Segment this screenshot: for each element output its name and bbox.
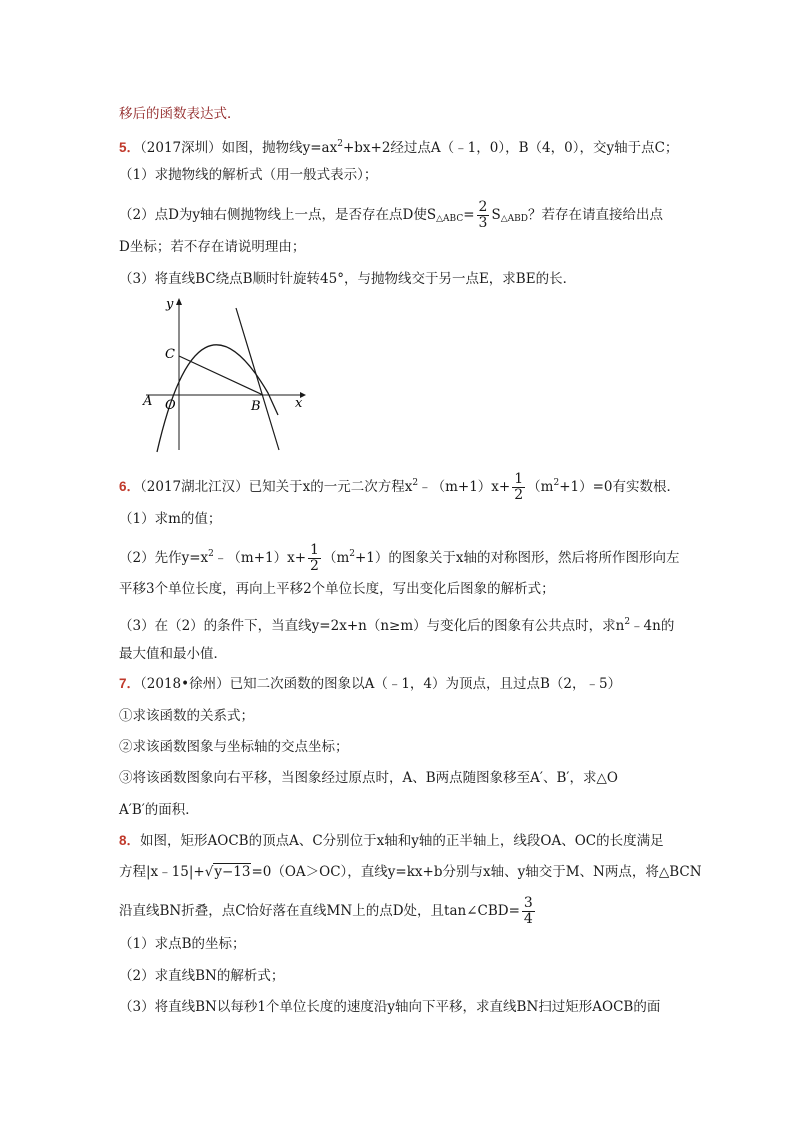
q5-number: 5． <box>119 140 141 155</box>
q5-stem-sup: 2 <box>337 139 343 149</box>
q5-p2-eq: = <box>463 207 475 223</box>
q6-stem-c: （m <box>527 479 554 495</box>
q5-stem-text-b: +bx+2经过点A（﹣1，0），B（4，0），交y轴于点C； <box>342 140 679 156</box>
q8-part3: （3）将直线BN以每秒1个单位长度的速度沿y轴向下平移，求直线BN扫过矩形AOCB的面 <box>119 999 661 1015</box>
q6-part2-line1 <box>119 543 680 574</box>
q8-frac-den: 4 <box>523 911 533 927</box>
q5-stem <box>119 134 678 158</box>
q6-p2-fraction <box>308 543 321 574</box>
rotated-line-be <box>236 308 279 450</box>
q6-frac-num: 1 <box>514 471 524 487</box>
q5-p2-text-a: （2）点D为y轴右侧抛物线上一点，是否存在点D使S <box>119 207 437 223</box>
q5-p2-sub2: △ABD <box>500 214 528 224</box>
q7-stem-text: （2018•徐州）已知二次函数的图象以A（﹣1，4）为顶点，且过点B（2，﹣5） <box>140 676 622 692</box>
q6-part3-line1 <box>119 612 674 636</box>
q6-p2-b: ﹣（m+1）x+ <box>213 550 307 566</box>
q8-stem-a: 如图，矩形AOCB的顶点A、C分别位于x轴和y轴的正半轴上，线段OA、OC的长度满足 <box>140 833 664 849</box>
label-o: O <box>165 398 176 413</box>
q6-p2-sup: 2 <box>208 549 214 559</box>
y-axis-arrow <box>176 298 182 305</box>
q6-part1: （1）求m的值； <box>119 511 222 527</box>
q6-stem-sup2: 2 <box>553 478 560 488</box>
label-a: A <box>143 394 153 409</box>
q5-part1: （1）求抛物线的解析式（用一般式表示）； <box>119 167 378 183</box>
label-x: x <box>295 396 303 411</box>
q8-stem-b2: =0（OA＞OC），直线y=kx+b分别与x轴、y轴交于M、N两点，将△BCN <box>251 864 702 880</box>
q6-stem-a: （2017湖北江汉）已知关于x的一元二次方程x <box>140 479 413 495</box>
q5-p2-frac-num: 2 <box>478 199 488 215</box>
q8-sqrt-expr: y−13 <box>214 864 251 880</box>
label-c: C <box>165 347 175 362</box>
q8-part1: （1）求点B的坐标； <box>119 936 246 952</box>
q6-number: 6． <box>119 479 141 494</box>
q6-stem-fraction <box>512 472 525 503</box>
q6-p2-a: （2）先作y=x <box>119 550 209 566</box>
q6-p3-a: （3）在（2）的条件下，当直线y=2x+n（n≥m）与变化后的图象有公共点时，求n <box>119 618 625 634</box>
q8-frac-num: 3 <box>523 895 533 911</box>
q5-p2-text-b: ？若存在请直接给出点 <box>527 207 663 223</box>
q7-stem <box>119 674 621 694</box>
q5-p2-frac-den: 3 <box>478 215 488 231</box>
q8-stem-line1 <box>119 831 664 851</box>
q5-p2-s: S <box>491 207 501 223</box>
q8-stem-line3 <box>119 896 537 927</box>
q8-number: 8． <box>119 833 141 848</box>
q7-part3-line2: A′B′的面积． <box>119 802 199 818</box>
q6-p3-sup: 2 <box>624 617 631 627</box>
q5-stem-text-a: （2017深圳）如图，抛物线y=ax <box>140 140 338 156</box>
q6-p2-c: （m <box>322 550 350 566</box>
q8-part2: （2）求直线BN的解析式； <box>119 968 285 984</box>
q6-p2-sup2: 2 <box>349 549 355 559</box>
q6-frac-den: 2 <box>514 487 524 503</box>
q5-part3: （3）将直线BC绕点B顺时针旋转45°，与抛物线交于另一点E，求BE的长． <box>119 271 577 287</box>
q8-tan-fraction <box>522 896 535 927</box>
q6-part3-line2: 最大值和最小值． <box>119 646 227 662</box>
q6-p3-b: ﹣4n的 <box>630 618 675 634</box>
q6-stem <box>119 472 680 503</box>
line-bc <box>179 356 263 395</box>
q6-stem-sup: 2 <box>412 478 419 488</box>
q5-p2-sub1: △ABC <box>436 214 464 224</box>
q6-part2-line2: 平移3个单位长度，再向上平移2个单位长度，写出变化后图象的解析式； <box>119 581 555 597</box>
q7-part1: ①求该函数的关系式； <box>119 708 254 724</box>
q7-part2: ②求该函数图象与坐标轴的交点坐标； <box>119 739 349 755</box>
q8-stem-line2: 方程|x﹣15|+√y−13=0（OA＞OC），直线y=kx+b分别与x轴、y轴交于M、N两点，将△BCN <box>119 864 702 880</box>
previous-question-tail: 移后的函数表达式． <box>119 106 241 122</box>
q5-p2-fraction <box>477 200 490 231</box>
label-y: y <box>166 297 174 312</box>
q6-stem-d: +1）=0有实数根． <box>559 479 681 495</box>
q6-stem-b: ﹣（m+1）x+ <box>418 479 511 495</box>
q7-number: 7． <box>119 676 141 691</box>
parabola-figure <box>138 292 318 454</box>
q6-p2-d: +1）的图象关于x轴的对称图形，然后将所作图形向左 <box>355 550 680 566</box>
q5-part2-line2: D坐标；若不存在请说明理由； <box>119 239 306 255</box>
q8-stem-c1: 沿直线BN折叠，点C恰好落在直线MN上的点D处，且tan∠CBD= <box>119 903 520 919</box>
label-b: B <box>251 399 261 414</box>
q8-stem-b1: 方程|x﹣15|+ <box>119 864 205 880</box>
q7-part3-line1: ③将该函数图象向右平移，当图象经过原点时，A、B两点随图象移至A′、B′，求△O <box>119 770 618 786</box>
q5-part2-line1 <box>119 200 663 231</box>
q6-p2-frac-num: 1 <box>310 542 319 558</box>
q6-p2-frac-den: 2 <box>310 558 319 574</box>
